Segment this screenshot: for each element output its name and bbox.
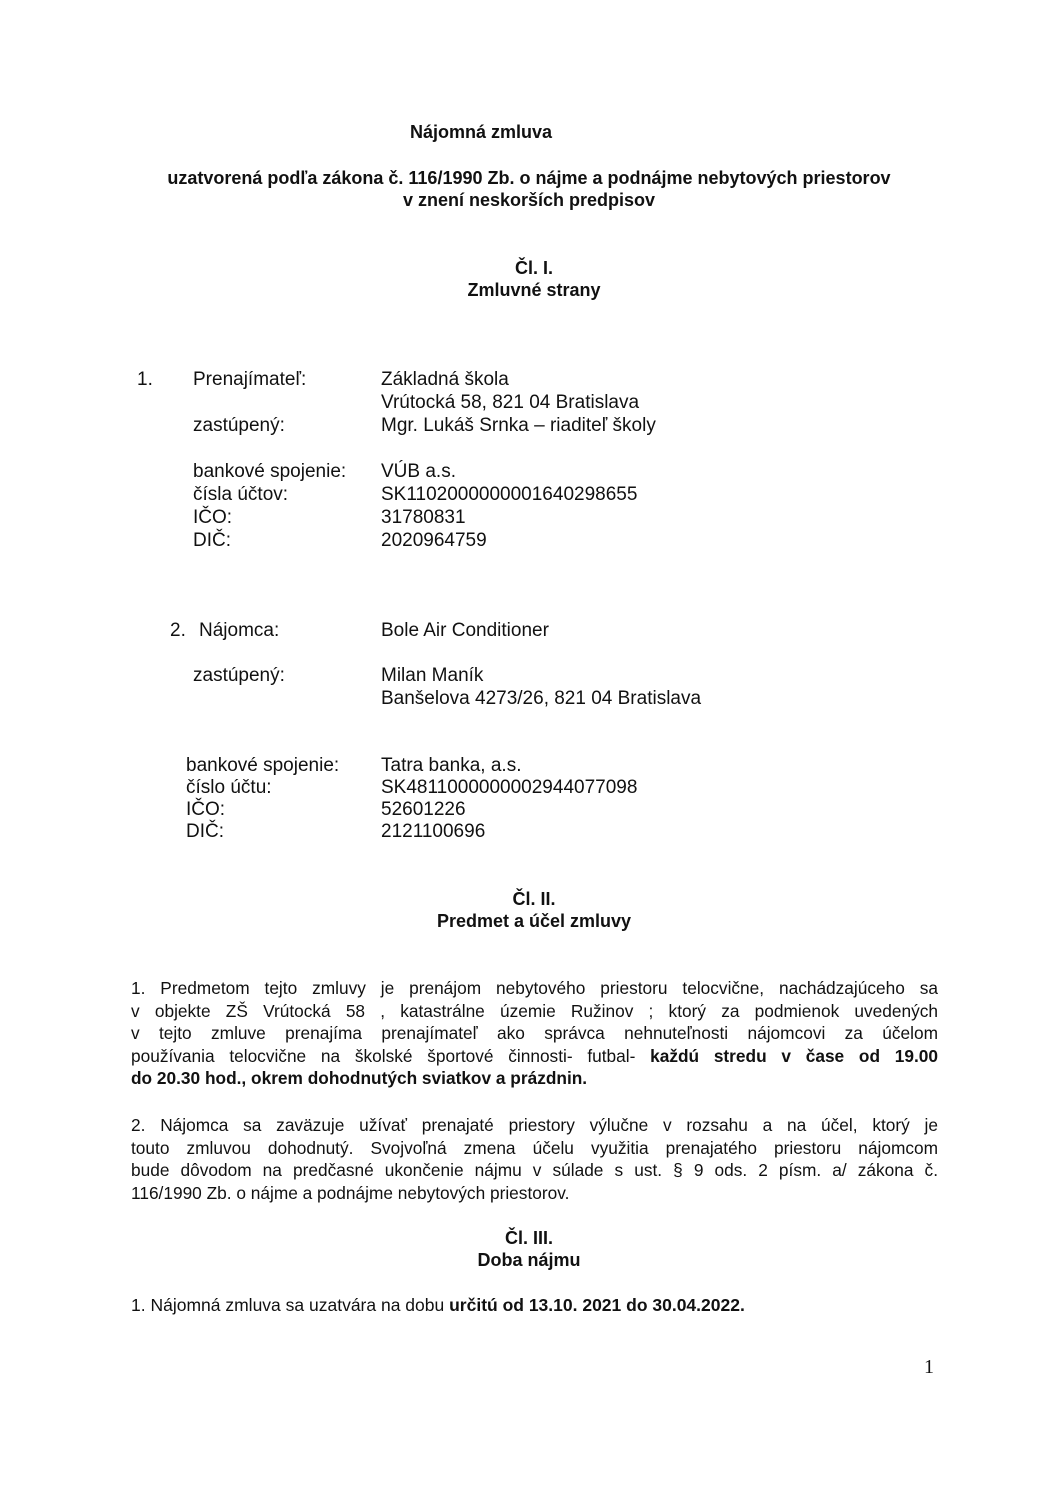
article-3-paragraph-1 [131,1295,745,1316]
paragraph-text: 1. Nájomná zmluva sa uzatvára na dobu [131,1295,445,1315]
article-2-paragraph-1 [131,977,938,1090]
party-2-ico: 52601226 [381,799,466,820]
party-2-index: 2. [170,620,186,641]
paragraph-line: do 20.30 hod., okrem dohodnutých sviatkov a prázdnin. [131,1068,588,1088]
party-2-ico-label: IČO: [186,799,226,820]
document-title: Nájomná zmluva [410,122,553,142]
party-2-bank-label: bankové spojenie: [186,755,340,776]
party-1-name: Základná škola [381,369,509,390]
paragraph-line: 2. Nájomca sa zaväzuje užívať prenajaté priestory výlučne v rozsahu a na účel, ktorý je [131,1115,938,1135]
party-2-rep: Milan Maník [381,665,484,686]
subtitle-line-2: v znení neskorších predpisov [402,190,656,210]
article-3-heading: Doba nájmu [477,1250,581,1270]
party-1-rep: Mgr. Lukáš Srnka – riaditeľ školy [381,415,656,436]
party-1-account-label: čísla účtov: [193,484,289,505]
party-1-role-label: Prenajímateľ: [193,369,307,390]
paragraph-text: používania telocvične na školské športové činnosti- futbal- [131,1045,636,1066]
article-2-heading: Predmet a účel zmluvy [436,911,632,931]
party-1-dic-label: DIČ: [193,530,231,551]
party-1-index: 1. [137,369,153,390]
party-1-rep-label: zastúpený: [193,415,285,436]
paragraph-line: 116/1990 Zb. o nájme a podnájme nebytových priestorov. [131,1182,570,1203]
party-1-ico: 31780831 [381,507,466,528]
paragraph-line: touto zmluvou dohodnutý. Svojvoľná zmena účelu využitia prenajatého priestoru nájomcom [131,1137,938,1158]
party-2-dic: 2121100696 [381,821,486,842]
party-2-account: SK4811000000002944077098 [381,777,638,798]
paragraph-line [131,1045,938,1068]
party-1-bank-label: bankové spojenie: [193,461,347,482]
paragraph-line: v objekte ZŠ Vrútocká 58 , katastrálne územie Ružinov ; ktorý za podmienok uvedených [131,1000,938,1021]
party-1-bank: VÚB a.s. [381,461,456,482]
party-2-name: Bole Air Conditioner [381,620,549,641]
page-number: 1 [924,1356,934,1378]
party-2-dic-label: DIČ: [186,821,224,842]
paragraph-line: v tejto zmluve prenajíma prenajímateľ ako správca nehnuteľnosti nájomcovi za účelom [131,1023,938,1043]
party-2-account-label: číslo účtu: [186,777,272,798]
party-2-role-label: Nájomca: [199,620,280,641]
subtitle-line-1: uzatvorená podľa zákona č. 116/1990 Zb. o nájme a podnájme nebytových priestorov [167,168,891,188]
paragraph-line: bude dôvodom na predčasné ukončenie nájmu v súlade s ust. § 9 ods. 2 písm. a/ zákona č. [131,1160,938,1180]
party-1-address: Vrútocká 58, 821 04 Bratislava [381,392,640,413]
party-1-dic: 2020964759 [381,530,487,551]
party-1-account: SK1102000000001640298655 [381,484,638,505]
article-1-number: Čl. I. [514,258,553,278]
party-2-bank: Tatra banka, a.s. [381,755,522,776]
paragraph-bold-text: každú stredu v čase od 19.00 [650,1045,938,1066]
paragraph-bold-text: určitú od 13.10. 2021 do 30.04.2022. [449,1295,745,1315]
party-2-address: Banšelova 4273/26, 821 04 Bratislava [381,688,702,709]
party-2-rep-label: zastúpený: [193,665,285,686]
article-1-heading: Zmluvné strany [467,280,601,300]
article-2-number: Čl. II. [512,889,556,909]
paragraph-line: 1. Predmetom tejto zmluvy je prenájom nebytového priestoru telocvične, nachádzajúceho sa [131,978,938,998]
article-3-number: Čl. III. [504,1228,553,1248]
party-1-ico-label: IČO: [193,507,233,528]
article-2-paragraph-2 [131,1114,938,1204]
